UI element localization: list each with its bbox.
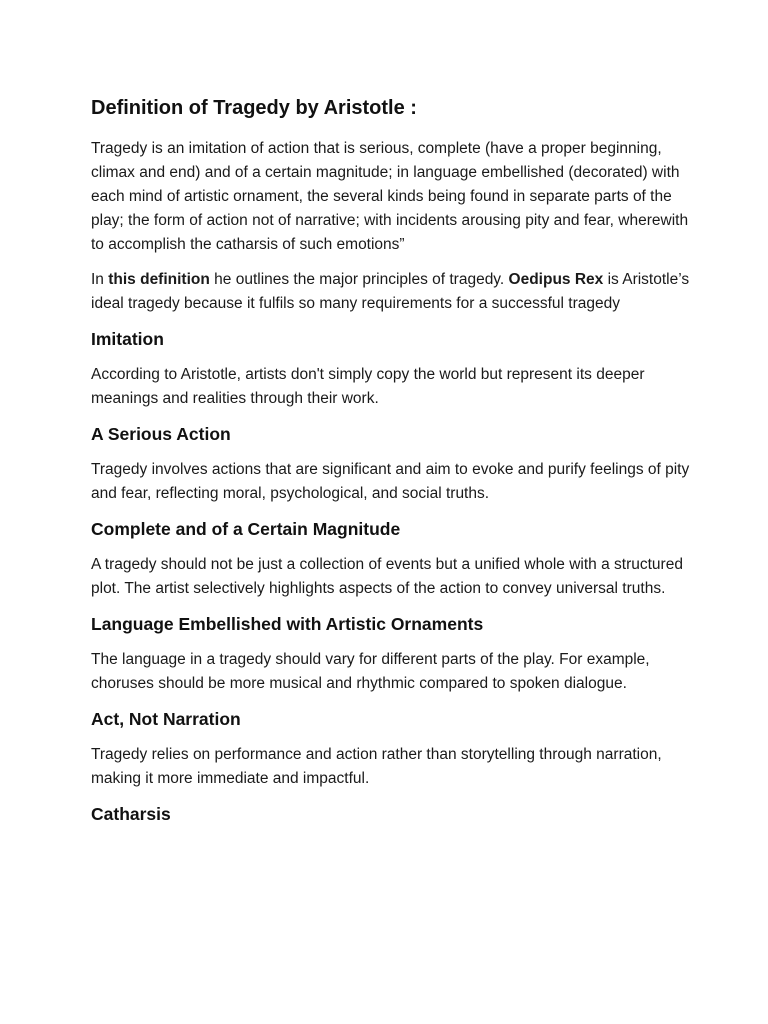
section-heading-imitation: Imitation	[91, 329, 164, 349]
document-title: Definition of Tragedy by Aristotle :	[91, 97, 417, 119]
document-page	[91, 94, 691, 838]
section-text-imitation: According to Aristotle, artists don't simply copy the world but represent its deeper meanings and realities through their work.	[91, 366, 645, 407]
intro-text: In	[91, 271, 109, 288]
section-text-language: The language in a tragedy should vary for different parts of the play. For example, choruses should be more musical and rhythmic compared to spoken dialogue.	[91, 651, 650, 692]
section-heading-serious-action: A Serious Action	[91, 424, 231, 444]
section-heading-language: Language Embellished with Artistic Ornaments	[91, 614, 484, 634]
intro-text: he outlines the major principles of tragedy.	[209, 271, 509, 288]
section-text-act-not-narration: Tragedy relies on performance and action rather than storytelling through narration, making it more immediate and impactful.	[91, 746, 662, 787]
section-heading-catharsis: Catharsis	[91, 804, 171, 824]
intro-paragraph	[91, 268, 691, 316]
section-heading-act-not-narration: Act, Not Narration	[91, 709, 241, 729]
section-text-serious-action: Tragedy involves actions that are significant and aim to evoke and purify feelings of pity and fear, reflecting moral, psychological, and social truths.	[91, 461, 690, 502]
intro-bold-definition: this definition	[108, 271, 210, 288]
intro-text: is Aristotle’s ideal tragedy because it fulfils so many requirements for a successful tragedy	[91, 271, 690, 312]
definition-paragraph: Tragedy is an imitation of action that is serious, complete (have a proper beginning, climax and end) and of a certain magnitude; in language embellished (decorated) with each mind of artistic ornament, the several kinds being found in separate parts of the play; the form of action not of narrative; with incidents arousing pity and fear, wherewith to accomplish the catharsis of such emotions”	[91, 140, 689, 253]
section-text-magnitude: A tragedy should not be just a collection of events but a unified whole with a structured plot. The artist selectively highlights aspects of the action to convey universal truths.	[91, 556, 683, 597]
intro-bold-oedipus-rex: Oedipus Rex	[508, 271, 604, 288]
section-heading-magnitude: Complete and of a Certain Magnitude	[91, 519, 401, 539]
